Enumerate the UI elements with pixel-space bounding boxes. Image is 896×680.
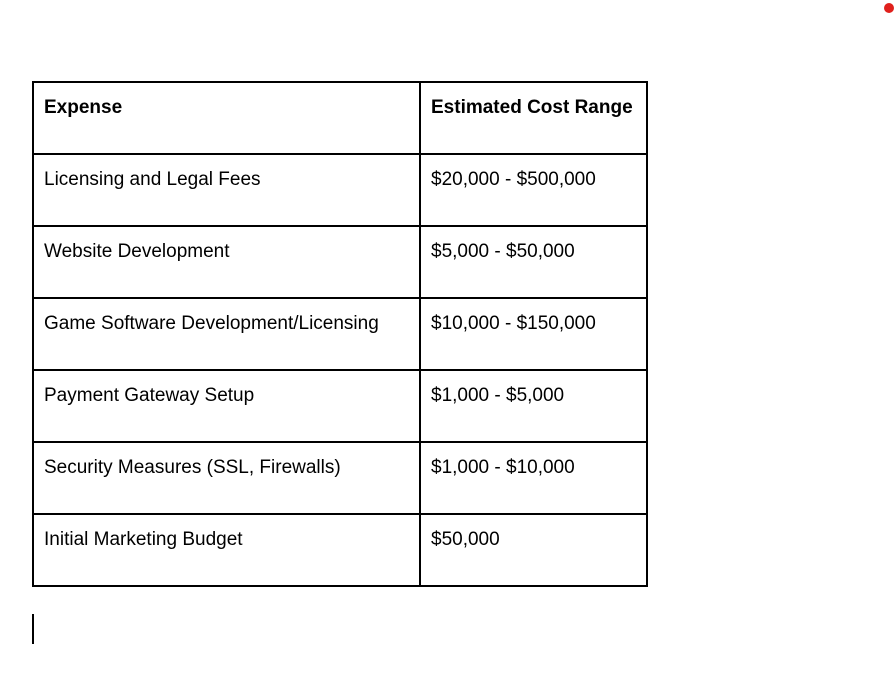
table-row bbox=[33, 442, 647, 514]
expense-cell: Payment Gateway Setup bbox=[33, 370, 420, 442]
cost-cell: $10,000 - $150,000 bbox=[420, 298, 647, 370]
red-dot-marker bbox=[884, 3, 894, 13]
header-expense: Expense bbox=[33, 82, 420, 154]
expense-cell: Game Software Development/Licensing bbox=[33, 298, 420, 370]
table-row bbox=[33, 514, 647, 586]
cost-cell: $50,000 bbox=[420, 514, 647, 586]
expense-cell: Website Development bbox=[33, 226, 420, 298]
expense-cell: Security Measures (SSL, Firewalls) bbox=[33, 442, 420, 514]
table-row bbox=[33, 370, 647, 442]
cost-cell: $1,000 - $5,000 bbox=[420, 370, 647, 442]
table-row bbox=[33, 226, 647, 298]
expense-cell: Initial Marketing Budget bbox=[33, 514, 420, 586]
table-continuation-line bbox=[32, 614, 34, 644]
header-estimated-cost-range: Estimated Cost Range bbox=[420, 82, 647, 154]
table-row bbox=[33, 154, 647, 226]
expense-cell: Licensing and Legal Fees bbox=[33, 154, 420, 226]
cost-cell: $20,000 - $500,000 bbox=[420, 154, 647, 226]
table-header-row bbox=[33, 82, 647, 154]
cost-cell: $5,000 - $50,000 bbox=[420, 226, 647, 298]
table-row bbox=[33, 298, 647, 370]
cost-cell: $1,000 - $10,000 bbox=[420, 442, 647, 514]
expense-cost-table bbox=[32, 81, 648, 587]
